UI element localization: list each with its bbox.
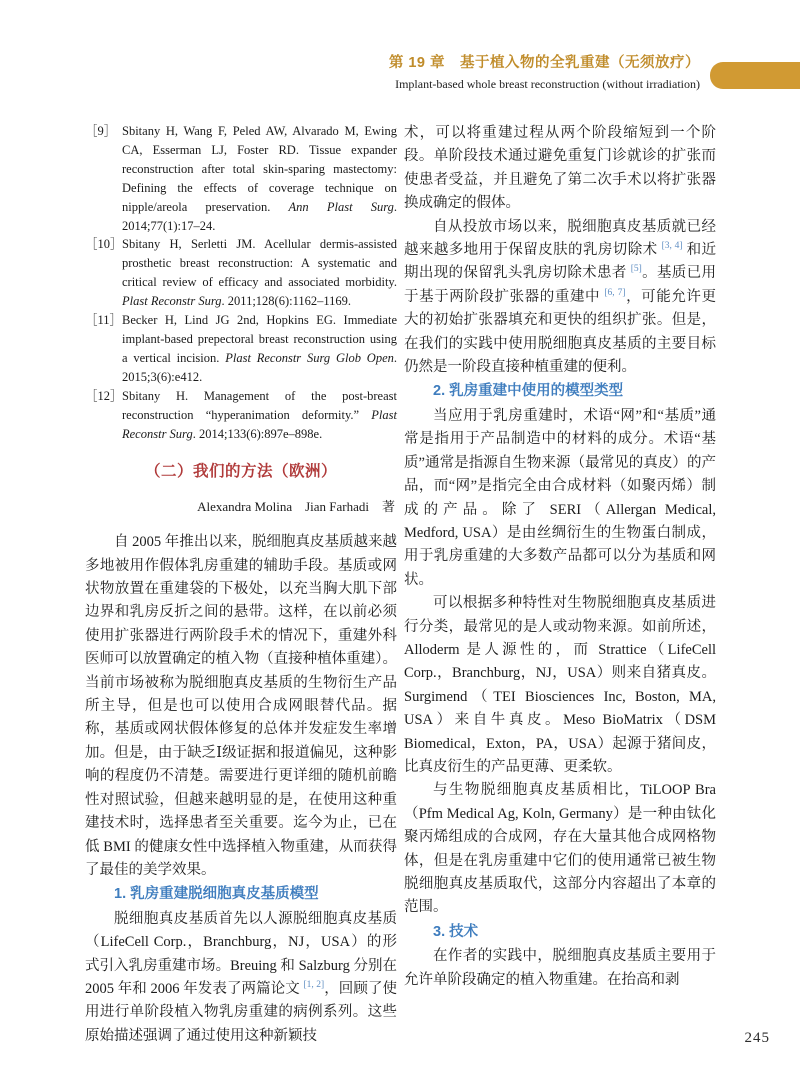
paragraph-text: 。基质已用于基于两阶段扩张器的重建中: [404, 265, 717, 305]
body-paragraph: 当应用于乳房重建时，术语“网”和“基质”通常是指用于产品制造中的材料的成分。术语“基质”通常是指源自生物来源（最常见的真皮）的产品，而“网”是指完全由合成材料（如聚丙烯）制成的产品。除了 SERI（Allergan Medical, Medford, USA）是由丝绸衍生的生物蛋白制成，用于乳房重建的大多数产品都可以分为基质和网状。: [404, 407, 716, 588]
reference-tail: . 2014;133(6):897e–898e.: [192, 426, 323, 441]
body-paragraph: [404, 216, 716, 380]
paragraph-text: ，回顾了使用进行单阶段植入物乳房重建的病例系列。这些原始描述强调了通过使用这种新颖技: [85, 980, 398, 1044]
chapter-title-zh: 第 19 章 基于植入物的全乳重建（无须放疗）: [388, 55, 700, 71]
citation-ref: [6, 7]: [604, 288, 626, 299]
citation-ref: [5]: [630, 264, 642, 275]
reference-text: Becker H, Lind JG 2nd, Hopkins EG. Immediate implant-based prepectoral breast reconstruction using a vertical incision.: [122, 313, 397, 365]
reference-item: [85, 122, 397, 235]
paragraph-text: 脱细胞真皮基质首先以人源脱细胞真皮基质（LifeCell Corp.，Branchburg，NJ，USA）的形式引入乳房重建市场。Breuing 和 Salzburg 分别在 2005 年和 2006 年发表了两篇论文: [85, 910, 397, 997]
reference-journal: Plast Reconstr Surg: [122, 294, 222, 309]
reference-tail: . 2015;3(6):e412.: [122, 350, 398, 384]
reference-number: ［11］: [85, 313, 123, 328]
references-list: [85, 122, 397, 443]
reference-tail: . 2011;128(6):1162–1169.: [221, 294, 352, 309]
left-column: [85, 122, 397, 1048]
subsection-heading-3: 3. 技术: [433, 923, 479, 940]
reference-text: Sbitany H. Management of the post-breast reconstruction “hyperanimation deformity.”: [122, 388, 397, 422]
chapter-title-en: Implant-based whole breast reconstruction (without irradiation): [395, 76, 700, 91]
page-header: [389, 53, 700, 93]
reference-item: [85, 387, 397, 444]
body-paragraph: 术，可以将重建过程从两个阶段缩短到一个阶段。单阶段技术通过避免重复门诊就诊的扩张而使患者受益，并且避免了第二次手术以将扩张器换成确定的假体。: [404, 125, 716, 212]
paragraph-text: 和近期出现的保留乳头乳房切除术患者: [404, 242, 717, 282]
body-paragraph: [85, 908, 397, 1048]
reference-text: Sbitany H, Serletti JM. Acellular dermis-assisted prosthetic breast reconstruction: A systematic and critical review of efficacy and associated morbidity.: [122, 237, 397, 290]
section-heading: （二）我们的方法（欧洲）: [144, 463, 337, 481]
subsection-heading-2: 2. 乳房重建中使用的模型类型: [433, 383, 624, 400]
reference-item: [85, 311, 397, 387]
right-column: [404, 122, 716, 992]
body-paragraph: 可以根据多种特性对生物脱细胞真皮基质进行分类，最常见的是人或动物来源。如前所述，Alloderm 是人源性的，而 Strattice（LifeCell Corp.，Branchburg，NJ，USA）则来自猪真皮。Surgimend（TEI Biosciences Inc, Boston, MA, USA）来自牛真皮。Meso BioMatrix（DSM Biomedical，Exton，PA，USA）起源于猪间皮，比真皮衍生的产品更薄、更柔软。: [404, 595, 716, 775]
reference-journal: Plast Reconstr Surg Glob Open: [225, 350, 394, 365]
reference-item: [85, 235, 397, 311]
authors-line: Alexandra Molina Jian Farhadi 著: [197, 498, 395, 514]
reference-text: Sbitany H, Wang F, Peled AW, Alvarado M, Ewing CA, Esserman LJ, Foster RD. Tissue expander reconstruction after total skin-sparing mastectomy: Defining the effects of coverage technique on nipple/areola preservation.: [122, 124, 397, 214]
citation-ref: [3, 4]: [661, 241, 683, 252]
body-paragraph: 自 2005 年推出以来，脱细胞真皮基质越来越多地被用作假体乳房重建的辅助手段。基质或网状物放置在重建袋的下极处，以充当胸大肌下部边界和乳房反折之间的悬带。这样，在以前必须使用扩张器进行两阶段手术的情况下，重建外科医师可以放置确定的植入物（直接种植体重建）。当前市场被称为脱细胞真皮基质的生物衍生产品所主导，但是也可以使用合成网眼替代品。据称，基质或网状假体修复的总体并发症发生率增加。但是，由于缺乏Ⅰ级证据和报道偏见，这种影响的程度仍不清楚。需要进行更详细的随机前瞻性对照试验，但越来越明显的是，在使用这种重建技术时，选择患者至关重要。迄今为止，已在低 BMI 的健康女性中选择植入物重建，从而获得了最佳的美学效果。: [85, 534, 397, 878]
chapter-tab-marker: [710, 62, 800, 89]
reference-number: ［9］: [85, 124, 117, 138]
reference-journal: Ann Plast Surg: [288, 199, 394, 214]
page-number: 245: [744, 1030, 770, 1046]
paragraph-text: 自从投放市场以来，脱细胞真皮基质就已经越来越多地用于保留皮肤的乳房切除术: [404, 218, 716, 259]
reference-tail: . 2014;77(1):17–24.: [122, 199, 398, 233]
paragraph-text: ，可能允许更大的初始扩张器填充和更快的组织扩张。但是，在我们的实践中使用脱细胞真皮基质的主要目标仍然是一阶段直接种植重建的便利。: [404, 288, 717, 376]
reference-number: ［10］: [85, 237, 123, 252]
citation-ref: [1, 2]: [303, 980, 325, 991]
subsection-heading-1: 1. 乳房重建脱细胞真皮基质模型: [114, 886, 319, 903]
reference-number: ［12］: [85, 388, 123, 403]
body-paragraph: 在作者的实践中，脱细胞真皮基质主要用于允许单阶段确定的植入物重建。在抬高和剥: [404, 948, 716, 988]
body-paragraph: 与生物脱细胞真皮基质相比，TiLOOP Bra（Pfm Medical Ag, Koln, Germany）是一种由钛化聚丙烯组成的合成网，存在大量其他合成网格物体，但是在乳房重建中它们的使用通常已被生物脱细胞真皮基质取代，这部分内容超出了本章的范围。: [404, 782, 716, 916]
reference-journal: Plast Reconstr Surg: [122, 407, 397, 441]
